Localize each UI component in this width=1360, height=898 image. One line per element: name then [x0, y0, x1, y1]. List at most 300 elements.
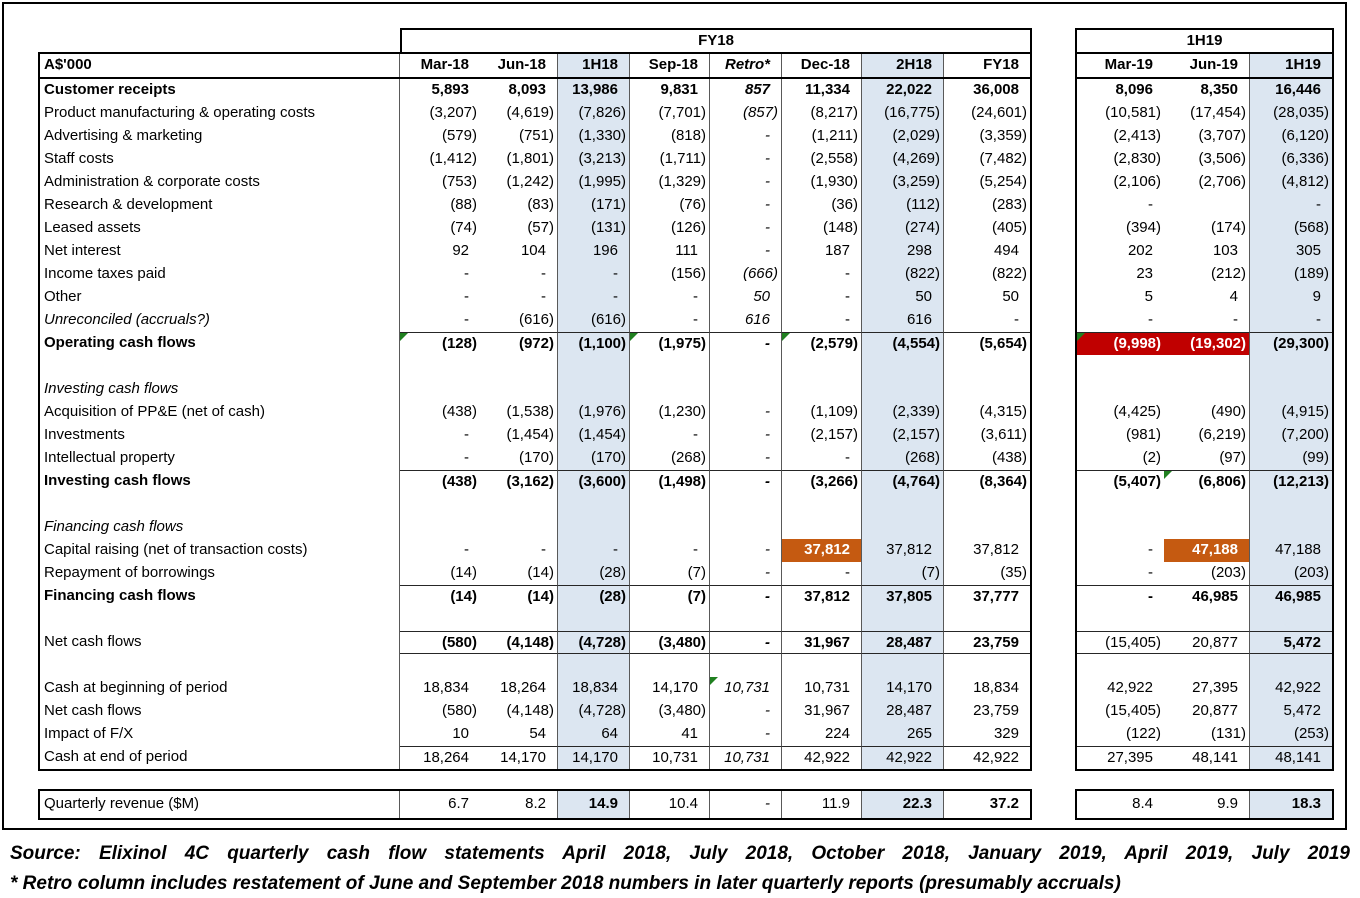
value-cell: 31,967 — [782, 700, 862, 723]
value-cell: (203) — [1164, 562, 1250, 585]
value-cell: (4,554) — [862, 332, 944, 355]
value-cell: - — [710, 631, 782, 654]
value-cell: 36,008 — [973, 81, 1019, 98]
table-row — [40, 401, 1030, 424]
value-cell: (616) — [480, 309, 558, 332]
value-cell: (3,207) — [429, 104, 477, 121]
column-header: Jun-19 — [1164, 54, 1250, 77]
value-cell: (268) — [630, 447, 710, 470]
value-cell — [1077, 516, 1164, 539]
figure-footer — [10, 839, 1350, 898]
value-cell — [400, 608, 480, 631]
row-label: Product manufacturing & operating costs — [40, 102, 400, 125]
value-cell: (2,706) — [1164, 171, 1250, 194]
row-label: Intellectual property — [40, 447, 400, 470]
value-cell: 28,487 — [862, 700, 944, 723]
value-cell: (5,254) — [979, 173, 1027, 190]
comment-flag-icon — [1077, 333, 1085, 341]
value-cell: - — [710, 470, 782, 493]
value-cell: (99) — [1250, 447, 1332, 470]
value-cell: - — [710, 723, 782, 746]
value-cell: - — [630, 539, 710, 562]
value-cell: (405) — [991, 219, 1027, 236]
value-cell: (972) — [480, 332, 558, 355]
value-cell: - — [782, 447, 862, 470]
value-cell: - — [1250, 309, 1332, 332]
row-label: Customer receipts — [40, 79, 400, 102]
value-cell: - — [558, 286, 630, 309]
table-row — [1077, 332, 1332, 355]
h119-table — [1075, 52, 1334, 771]
value-cell: (17,454) — [1164, 102, 1250, 125]
value-cell: 14,170 — [630, 677, 710, 700]
value-cell — [630, 355, 710, 378]
value-cell: (35) — [1000, 564, 1027, 581]
value-cell: (28,035) — [1250, 102, 1332, 125]
value-cell: 18,264 — [400, 746, 480, 769]
value-cell: (579) — [441, 127, 477, 144]
value-cell: (3,359) — [979, 127, 1027, 144]
value-cell — [558, 378, 630, 401]
spacer-row — [40, 608, 1030, 631]
value-cell: (4,148) — [480, 700, 558, 723]
value-cell: (3,162) — [480, 470, 558, 493]
value-cell: 14,170 — [480, 746, 558, 769]
value-cell — [944, 608, 1030, 631]
value-cell — [1164, 654, 1250, 677]
value-cell — [558, 516, 630, 539]
value-cell: (253) — [1250, 723, 1332, 746]
value-cell — [944, 516, 1030, 539]
value-cell — [782, 355, 862, 378]
value-cell: (7,482) — [979, 150, 1027, 167]
value-cell: (268) — [862, 447, 944, 470]
value-cell — [1164, 378, 1250, 401]
column-header-row — [1077, 54, 1332, 79]
value-cell: 37,805 — [862, 585, 944, 608]
value-cell — [862, 516, 944, 539]
table-row — [1077, 424, 1332, 447]
row-label: Financing cash flows — [40, 585, 400, 608]
table-row — [1077, 677, 1332, 700]
table-row — [40, 700, 1030, 723]
value-cell: (29,300) — [1250, 332, 1332, 355]
value-cell: 103 — [1164, 240, 1250, 263]
table-row — [1077, 125, 1332, 148]
table-row — [40, 585, 1030, 608]
table-row — [1077, 447, 1332, 470]
value-cell: (1,538) — [480, 401, 558, 424]
value-cell: - — [710, 585, 782, 608]
row-label: Staff costs — [40, 148, 400, 171]
value-cell: 50 — [862, 286, 944, 309]
table-row — [40, 171, 1030, 194]
value-cell: (1,975) — [630, 332, 710, 355]
value-cell: (131) — [558, 217, 630, 240]
value-cell: - — [710, 125, 782, 148]
value-cell: 37,812 — [782, 585, 862, 608]
value-cell: 64 — [558, 723, 630, 746]
value-cell — [630, 654, 710, 677]
value-cell: (8,364) — [944, 470, 1030, 493]
value-cell — [1077, 654, 1164, 677]
value-cell: 18,264 — [480, 677, 558, 700]
spacer-row — [40, 493, 1030, 516]
value-cell: (2,830) — [1113, 150, 1161, 167]
value-cell: (751) — [480, 125, 558, 148]
source-text: Source: Elixinol 4C quarterly cash flow statements April 2018, July 2018, October 2018, January 2019, April 2019, July 2019 — [10, 843, 1350, 864]
value-cell — [1250, 378, 1332, 401]
value-cell: (3,480) — [630, 700, 710, 723]
column-header: 1H18 — [558, 54, 630, 77]
value-cell: 14,170 — [558, 746, 630, 769]
quarterly-revenue-table-fy18 — [38, 789, 1032, 820]
value-cell: - — [710, 539, 782, 562]
value-cell — [782, 516, 862, 539]
value-cell: (189) — [1250, 263, 1332, 286]
table-row — [40, 424, 1030, 447]
column-header-row — [40, 54, 1030, 79]
value-cell: 22,022 — [862, 79, 944, 102]
value-cell: (1,930) — [782, 171, 862, 194]
value-cell: (2,106) — [1113, 173, 1161, 190]
value-cell — [1250, 355, 1332, 378]
value-cell: (2,157) — [862, 424, 944, 447]
value-cell: (4,764) — [862, 470, 944, 493]
value-cell: 10.4 — [630, 791, 710, 818]
value-cell — [480, 355, 558, 378]
value-cell: (5,407) — [1077, 470, 1164, 493]
value-cell: (438) — [441, 403, 477, 420]
comment-flag-icon — [630, 333, 638, 341]
table-row — [1077, 378, 1332, 401]
value-cell: (2,339) — [862, 401, 944, 424]
column-header: Mar-18 — [420, 56, 469, 73]
row-label: Cash at beginning of period — [40, 677, 400, 700]
value-cell: - — [558, 539, 630, 562]
value-cell: (14) — [480, 562, 558, 585]
value-cell — [944, 355, 1030, 378]
value-cell — [480, 654, 558, 677]
column-header: Sep-18 — [630, 54, 710, 77]
value-cell: 42,922 — [944, 746, 1030, 769]
value-cell: - — [710, 401, 782, 424]
value-cell — [558, 608, 630, 631]
value-cell: (12,213) — [1250, 470, 1332, 493]
table-row — [1077, 516, 1332, 539]
value-cell: (2,157) — [782, 424, 862, 447]
value-cell: - — [630, 424, 710, 447]
value-cell: (2,029) — [862, 125, 944, 148]
table-row — [40, 332, 1030, 355]
value-cell: - — [480, 263, 558, 286]
value-cell — [1164, 355, 1250, 378]
quarterly-revenue-table-h119 — [1075, 789, 1334, 820]
value-cell: 8,350 — [1164, 79, 1250, 102]
value-cell: 10 — [452, 725, 469, 742]
value-cell: - — [1164, 309, 1250, 332]
value-cell: 18.3 — [1250, 791, 1332, 818]
value-cell: 5,472 — [1250, 700, 1332, 723]
value-cell: - — [480, 286, 558, 309]
value-cell: 298 — [862, 240, 944, 263]
value-cell: - — [464, 288, 469, 305]
value-cell: 111 — [630, 240, 710, 263]
value-cell: (15,405) — [1105, 702, 1161, 719]
value-cell: (57) — [480, 217, 558, 240]
row-label — [40, 493, 400, 516]
value-cell: 616 — [862, 309, 944, 332]
value-cell — [710, 378, 782, 401]
value-cell: 8.4 — [1132, 795, 1153, 812]
value-cell: 46,985 — [1250, 585, 1332, 608]
value-cell — [1077, 608, 1164, 631]
value-cell: 28,487 — [862, 631, 944, 654]
spacer-row — [40, 654, 1030, 677]
value-cell: 5,472 — [1250, 631, 1332, 654]
value-cell: 42,922 — [782, 746, 862, 769]
value-cell: - — [630, 286, 710, 309]
value-cell: (2,579) — [782, 332, 862, 355]
table-row — [40, 125, 1030, 148]
table-row — [1077, 79, 1332, 102]
table-row — [1077, 148, 1332, 171]
table-row — [40, 378, 1030, 401]
value-cell: (3,266) — [782, 470, 862, 493]
value-cell: - — [1148, 196, 1153, 213]
value-cell: (4,425) — [1113, 403, 1161, 420]
value-cell: (3,259) — [862, 171, 944, 194]
value-cell: (274) — [862, 217, 944, 240]
value-cell: (5,654) — [944, 332, 1030, 355]
value-cell: - — [710, 194, 782, 217]
column-header: Retro* — [710, 54, 782, 77]
value-cell — [944, 378, 1030, 401]
value-cell: - — [710, 148, 782, 171]
table-row — [40, 447, 1030, 470]
table-row — [40, 723, 1030, 746]
row-label — [40, 654, 400, 677]
value-cell: - — [1148, 541, 1153, 558]
value-cell: 9 — [1250, 286, 1332, 309]
comment-flag-icon — [710, 677, 718, 685]
value-cell: (1,711) — [630, 148, 710, 171]
h119-table-block — [1075, 28, 1334, 820]
row-label: Other — [40, 286, 400, 309]
value-cell — [944, 654, 1030, 677]
value-cell: (15,405) — [1077, 631, 1164, 654]
table-row — [1077, 585, 1332, 608]
value-cell: 20,877 — [1164, 700, 1250, 723]
value-cell: 857 — [710, 79, 782, 102]
table-row — [40, 539, 1030, 562]
value-cell: 10,731 — [782, 677, 862, 700]
value-cell: (2,413) — [1113, 127, 1161, 144]
fy18-table — [38, 52, 1032, 771]
value-cell: - — [710, 791, 782, 818]
spacer-row — [1077, 493, 1332, 516]
value-cell: 8,093 — [480, 79, 558, 102]
value-cell — [558, 355, 630, 378]
value-cell: (28) — [558, 585, 630, 608]
value-cell: 616 — [710, 309, 782, 332]
value-cell: - — [464, 541, 469, 558]
value-cell: (4,812) — [1250, 171, 1332, 194]
value-cell — [1250, 493, 1332, 516]
value-cell: 14,170 — [862, 677, 944, 700]
value-cell: (981) — [1125, 426, 1161, 443]
row-label: Acquisition of PP&E (net of cash) — [40, 401, 400, 424]
value-cell: (14) — [400, 585, 480, 608]
value-cell: (7,826) — [558, 102, 630, 125]
table-row — [40, 746, 1030, 769]
value-cell: - — [710, 217, 782, 240]
value-cell: - — [710, 171, 782, 194]
value-cell: 18,834 — [423, 679, 469, 696]
value-cell: (83) — [480, 194, 558, 217]
row-label: Financing cash flows — [40, 516, 400, 539]
fy18-banner-row — [38, 28, 1032, 52]
fy18-group-header: FY18 — [400, 28, 1032, 52]
value-cell: 37.2 — [989, 795, 1019, 812]
row-label: Net interest — [40, 240, 400, 263]
value-cell: (4,315) — [979, 403, 1027, 420]
value-cell — [862, 608, 944, 631]
value-cell: - — [782, 309, 862, 332]
value-cell: (1,242) — [480, 171, 558, 194]
value-cell: - — [464, 265, 469, 282]
table-row — [1077, 171, 1332, 194]
value-cell: 187 — [782, 240, 862, 263]
value-cell — [400, 516, 480, 539]
value-cell: (1,454) — [558, 424, 630, 447]
value-cell: 48,141 — [1164, 746, 1250, 769]
table-row — [1077, 309, 1332, 332]
row-label: Investing cash flows — [40, 470, 400, 493]
row-label: Impact of F/X — [40, 723, 400, 746]
value-cell: (753) — [441, 173, 477, 190]
value-cell: 22.3 — [862, 791, 944, 818]
value-cell: (822) — [862, 263, 944, 286]
value-cell — [1077, 378, 1164, 401]
value-cell: (438) — [991, 449, 1027, 466]
value-cell: (10,581) — [1105, 104, 1161, 121]
value-cell: - — [1148, 564, 1153, 581]
value-cell — [1164, 608, 1250, 631]
value-cell: 224 — [782, 723, 862, 746]
value-cell — [480, 378, 558, 401]
row-label: Capital raising (net of transaction costs) — [40, 539, 400, 562]
value-cell: (170) — [480, 447, 558, 470]
value-cell: - — [480, 539, 558, 562]
value-cell: 42,922 — [1107, 679, 1153, 696]
value-cell: (4,728) — [558, 631, 630, 654]
value-cell: (126) — [630, 217, 710, 240]
value-cell — [782, 378, 862, 401]
value-cell: (2) — [1142, 449, 1161, 466]
value-cell: - — [782, 562, 862, 585]
value-cell: (1,498) — [630, 470, 710, 493]
h119-group-header: 1H19 — [1075, 28, 1334, 52]
table-row — [40, 194, 1030, 217]
value-cell: 27,395 — [1077, 746, 1164, 769]
table-row — [1077, 539, 1332, 562]
value-cell: 11.9 — [782, 791, 862, 818]
value-cell — [480, 516, 558, 539]
value-cell: (174) — [1164, 217, 1250, 240]
value-cell: 329 — [993, 725, 1019, 742]
value-cell: 92 — [452, 242, 469, 259]
value-cell — [400, 654, 480, 677]
value-cell: (8,217) — [782, 102, 862, 125]
value-cell: (28) — [558, 562, 630, 585]
spacer-row — [1077, 654, 1332, 677]
table-row — [1077, 470, 1332, 493]
value-cell: (6,806) — [1164, 470, 1250, 493]
value-cell: - — [782, 286, 862, 309]
column-header: Dec-18 — [782, 54, 862, 77]
value-cell — [862, 355, 944, 378]
table-row — [40, 470, 1030, 493]
value-cell: (4,619) — [480, 102, 558, 125]
column-header: 2H18 — [862, 54, 944, 77]
value-cell: (7) — [630, 562, 710, 585]
value-cell: (2,558) — [782, 148, 862, 171]
value-cell: 37,812 — [782, 539, 862, 562]
value-cell: (1,109) — [782, 401, 862, 424]
value-cell: (3,480) — [630, 631, 710, 654]
row-label: Investments — [40, 424, 400, 447]
value-cell: 47,188 — [1250, 539, 1332, 562]
value-cell: (7) — [862, 562, 944, 585]
value-cell: (1,329) — [630, 171, 710, 194]
table-row — [1077, 102, 1332, 125]
value-cell: 50 — [710, 286, 782, 309]
value-cell: (3,213) — [558, 148, 630, 171]
row-label: Research & development — [40, 194, 400, 217]
value-cell: 10,731 — [710, 677, 782, 700]
row-label — [40, 355, 400, 378]
table-row — [40, 79, 1030, 102]
unit-label: A$'000 — [40, 54, 400, 77]
row-label: Income taxes paid — [40, 263, 400, 286]
value-cell: 13,986 — [558, 79, 630, 102]
value-cell: - — [710, 240, 782, 263]
value-cell: 11,334 — [782, 79, 862, 102]
value-cell: 9,831 — [630, 79, 710, 102]
value-cell: - — [558, 263, 630, 286]
table-row — [1077, 286, 1332, 309]
value-cell: 41 — [630, 723, 710, 746]
value-cell: 9.9 — [1164, 791, 1250, 818]
value-cell: (3,611) — [980, 426, 1027, 443]
value-cell: (1,454) — [480, 424, 558, 447]
value-cell: (4,728) — [558, 700, 630, 723]
value-cell — [1164, 493, 1250, 516]
value-cell — [630, 516, 710, 539]
value-cell: (1,412) — [429, 150, 477, 167]
value-cell: (9,998) — [1077, 332, 1164, 355]
value-cell: (88) — [450, 196, 477, 213]
value-cell: - — [464, 449, 469, 466]
value-cell: - — [630, 309, 710, 332]
spacer-row — [40, 355, 1030, 378]
value-cell: (4,148) — [480, 631, 558, 654]
tables-container — [38, 28, 1345, 820]
value-cell: 31,967 — [782, 631, 862, 654]
row-label: Investing cash flows — [40, 378, 400, 401]
value-cell: (19,302) — [1164, 332, 1250, 355]
